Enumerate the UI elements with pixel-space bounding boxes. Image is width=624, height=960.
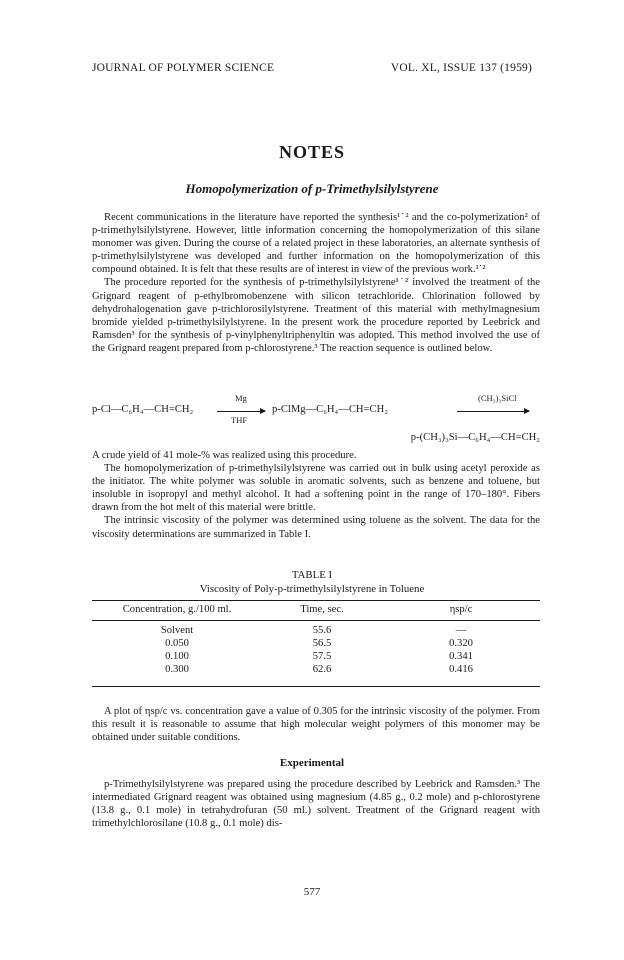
scheme-product: p-(CH₃)₃Si—C₆H₄—CH=CH₂ xyxy=(410,432,540,443)
section-title: NOTES xyxy=(278,142,346,162)
cell-concentration: 0.100 xyxy=(165,651,189,662)
discussion-block xyxy=(92,705,540,744)
experimental-heading: Experimental xyxy=(279,757,345,769)
cell-time: 57.5 xyxy=(312,651,332,662)
table-top-rule xyxy=(92,600,540,601)
cell-eta: — xyxy=(455,625,467,636)
intro-block xyxy=(92,211,540,355)
header-time: Time, sec. xyxy=(300,604,344,615)
table-header-rule xyxy=(92,620,540,621)
cell-eta: 0.416 xyxy=(449,664,473,675)
results-block xyxy=(92,449,540,541)
paragraph-5: The intrinsic viscosity of the polymer was determined using toluene as the solvent. The data for the viscosity determinations are summarized in Table I. xyxy=(92,515,540,540)
cell-time: 56.5 xyxy=(312,638,332,649)
reaction-arrow-1 xyxy=(217,411,265,412)
scheme-intermediate: p-ClMg—C₆H₄—CH=CH₂ xyxy=(272,404,388,415)
article-title: Homopolymerization of p-Trimethylsilylstyrene xyxy=(185,181,439,196)
table-body xyxy=(92,624,540,676)
table-number: TABLE I xyxy=(291,569,333,581)
page-number: 577 xyxy=(303,886,321,898)
paragraph-2: The procedure reported for the synthesis of p-trimethylsilylstyrene¹˙² involved the treatment of the Grignard reagent of p-ethylbromobenzene with silicon tetrachloride. Chlorination followed by dehydrohalogenation gave p-trichlorosilylstyrene. Treatment of this material with methylmagnesium bromide yielded p-trimethylsilylstyrene. In the present work the procedure reported by Leebrick and Ramsden³ for the synthesis of p-vinylphenyltriphenyltin was adopted. This method involved the use of the Grignard reagent prepared from p-chlorostyrene.³ The reaction sequence is outlined below. xyxy=(92,277,540,354)
header-eta: ηsp/c xyxy=(449,604,473,615)
paragraph-7: p-Trimethylsilylstyrene was prepared using the procedure described by Leebrick and Ramsden.³ The intermediated Grignard reagent was obtained using magnesium (4.85 g., 0.2 mole) and p-chlorostyrene (13.8 g., 0.1 mole) in tetrahydrofuran (50 ml.) solvent. Treatment of the Grignard reagent with trimethylchlorosilane (10.8 g., 0.1 mole) dis- xyxy=(92,779,540,830)
cell-eta: 0.341 xyxy=(449,651,473,662)
table-row xyxy=(92,624,540,637)
paragraph-1: Recent communications in the literature have reported the synthesis¹˙² and the co-polymerization² of p-trimethylsilylstyrene. However, little information concerning the homopolymerization of this silane monomer was given. During the course of a related project in these laboratories, an alternate synthesis of p-trimethylsilylstyrene was developed and further information on the homopolymerization of this compound obtained. It is felt that these results are of interest in view of the previous work.¹˙² xyxy=(92,212,540,276)
journal-name: JOURNAL OF POLYMER SCIENCE xyxy=(92,62,275,74)
arrow1-reagent: Mg xyxy=(235,393,247,403)
table-row xyxy=(92,637,540,650)
cell-time: 55.6 xyxy=(312,625,332,636)
cell-time: 62.6 xyxy=(312,664,332,675)
paragraph-3: A crude yield of 41 mole-% was realized using this procedure. xyxy=(92,450,357,461)
header-concentration: Concentration, g./100 ml. xyxy=(122,604,232,615)
cell-concentration: 0.300 xyxy=(165,664,189,675)
arrow1-solvent: THF xyxy=(231,415,248,425)
scheme-reactant: p-Cl—C₆H₄—CH=CH₂ xyxy=(92,404,194,415)
table-row xyxy=(92,650,540,663)
paragraph-6: A plot of ηsp/c vs. concentration gave a value of 0.305 for the intrinsic viscosity of the polymer. From this result it is reasonable to assume that high molecular weight polymers of this monomer may be obtained under suitable conditions. xyxy=(92,706,540,744)
arrow2-reagent: (CH₃)₃SiCl xyxy=(478,393,517,403)
cell-concentration: 0.050 xyxy=(165,638,189,649)
paragraph-4: The homopolymerization of p-trimethylsilylstyrene was carried out in bulk using acetyl peroxide as the initiator. The white polymer was soluble in aromatic solvents, such as benzene and toluene, but insoluble in isopropyl and methyl alcohol. It had a softening point in the range of 170–180°. Fibers drawn from the hot melt of this material were brittle. xyxy=(92,463,540,514)
volume-issue: VOL. XL, ISSUE 137 (1959) xyxy=(390,62,532,74)
reaction-arrow-2 xyxy=(457,411,529,412)
cell-eta: 0.320 xyxy=(449,638,473,649)
cell-concentration: Solvent xyxy=(160,625,194,636)
table-row xyxy=(92,663,540,676)
experimental-block xyxy=(92,778,540,830)
table-header xyxy=(92,603,540,616)
table-caption: Viscosity of Poly-p-trimethylsilylstyrene in Toluene xyxy=(199,583,425,595)
table-bottom-rule xyxy=(92,686,540,687)
